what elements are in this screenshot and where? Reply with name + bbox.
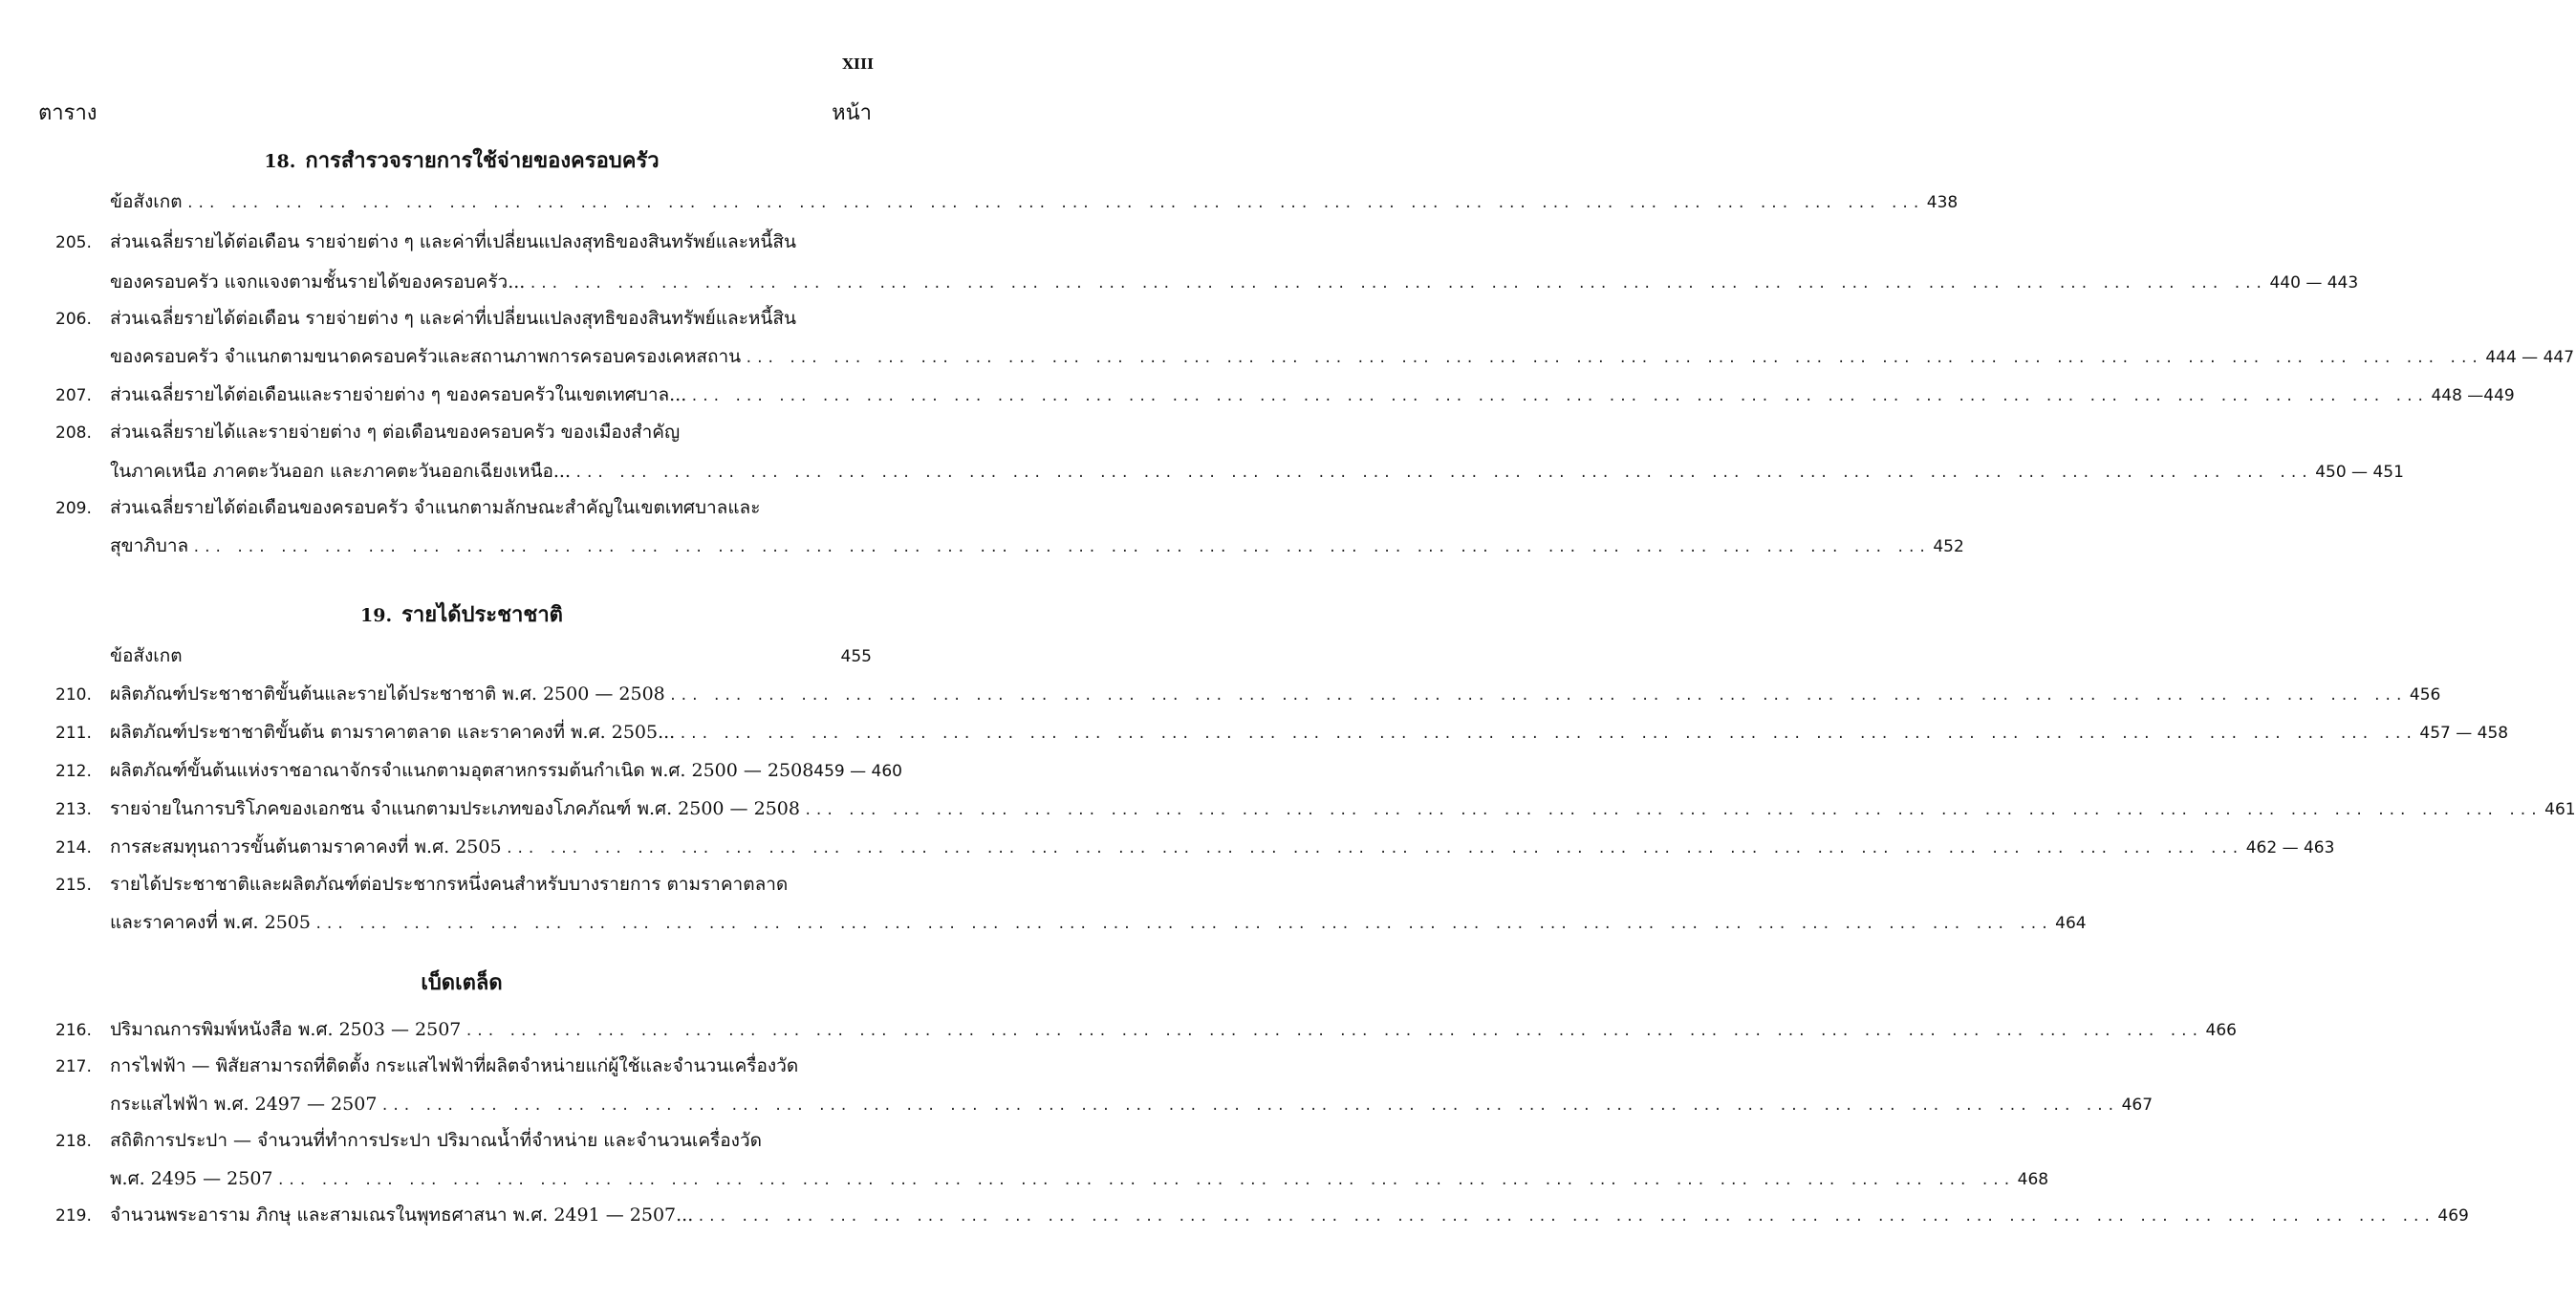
column-heading-page: หน้า <box>832 101 872 125</box>
page-reference: 459 — 460 <box>813 762 902 781</box>
table-number: 205. <box>55 233 92 252</box>
table-title: และราคาคงที่ พ.ศ. 2505 <box>110 912 311 933</box>
table-number: 215. <box>55 876 92 895</box>
section-title: เบ็ดเตล็ด <box>421 970 503 995</box>
table-title: ของครอบครัว จำแนกตามขนาดครอบครัวและสถานภาพการครอบครองเคหสถาน <box>110 346 742 367</box>
dot-leader: ... ... ... ... ... ... ... ... ... ... ... ... ... ... ... ... ... ... ... ... ... ... ... ... ... ... ... ... ... ... ... ... ... ... ... ... ... ... ... ... <box>690 389 2428 404</box>
table-title: ผลิตภัณฑ์ประชาชาติขั้นต้น ตามราคาตลาด และราคาคงที่ พ.ศ. 2505... <box>110 722 676 743</box>
toc-row <box>55 680 2441 708</box>
page-reference: 457 — 458 <box>2419 724 2509 743</box>
toc-row <box>55 1015 2237 1044</box>
page-reference: 456 <box>2409 685 2441 705</box>
table-number: 208. <box>55 423 92 443</box>
page-reference: 462 — 463 <box>2245 838 2335 857</box>
table-number: 213. <box>55 800 92 819</box>
section-title: การสำรวจรายการใช้จ่ายของครอบครัว <box>305 148 660 173</box>
toc-row <box>55 1126 872 1155</box>
section-number: 18. <box>264 151 296 172</box>
toc-row <box>55 228 872 256</box>
table-title: พ.ศ. 2495 — 2507 <box>110 1168 273 1189</box>
page-reference: 467 <box>2121 1096 2154 1115</box>
section-title: รายได้ประชาชาติ <box>401 602 563 627</box>
table-title: รายได้ประชาชาติและผลิตภัณฑ์ต่อประชากรหนึ่งคนสำหรับบางรายการ ตามราคาตลาด <box>110 874 789 895</box>
table-title: สถิติการประปา — จำนวนที่ทำการประปา ปริมาณน้ำที่จำหน่าย และจำนวนเครื่องวัด <box>110 1130 762 1151</box>
section-heading <box>0 597 923 631</box>
table-number: 212. <box>55 762 92 781</box>
toc-row <box>55 187 1959 216</box>
table-title: สุขาภิบาล <box>110 535 189 556</box>
table-number: 219. <box>55 1206 92 1226</box>
page-reference: 461 <box>2544 800 2576 819</box>
dot-leader: ... ... ... ... ... ... ... ... ... ... ... ... ... ... ... ... ... ... ... ... ... ... ... ... ... ... ... ... ... ... ... ... ... ... ... ... ... ... ... ... <box>505 841 2242 857</box>
toc-row <box>55 457 2404 486</box>
page-reference: 452 <box>1933 537 1964 556</box>
dot-leader: ... ... ... ... ... ... ... ... ... ... ... ... ... ... ... ... ... ... ... ... ... ... ... ... ... ... ... ... ... ... ... ... ... ... ... ... ... ... ... ... <box>314 917 2052 932</box>
toc-row <box>55 1090 2154 1118</box>
dot-leader: ... ... ... ... ... ... ... ... ... ... ... ... ... ... ... ... ... ... ... ... ... ... ... ... ... ... ... ... ... ... ... ... ... ... ... ... ... ... ... ... <box>574 466 2312 481</box>
toc-row <box>55 380 2515 409</box>
toc-row <box>55 794 2576 823</box>
table-number: 217. <box>55 1057 92 1076</box>
toc-row <box>55 268 2359 296</box>
toc-row <box>55 718 2509 747</box>
table-number: 218. <box>55 1132 92 1151</box>
dot-leader: ... ... ... ... ... ... ... ... ... ... ... ... ... ... ... ... ... ... ... ... ... ... ... ... ... ... ... ... ... ... ... ... ... ... ... ... ... ... ... ... <box>185 196 1923 211</box>
toc-row <box>55 418 872 446</box>
dot-leader: ... ... ... ... ... ... ... ... ... ... ... ... ... ... ... ... ... ... ... ... ... ... ... ... ... ... ... ... ... ... ... ... ... ... ... ... ... ... ... ... <box>529 276 2266 292</box>
table-title: ส่วนเฉลี่ยรายได้ต่อเดือนของครอบครัว จำแนกตามลักษณะสำคัญในเขตเทศบาลและ <box>110 497 761 518</box>
section-number: 19. <box>360 605 393 626</box>
page-reference: 455 <box>840 647 872 666</box>
toc-row <box>55 833 2335 861</box>
toc-row <box>55 342 2575 371</box>
toc-row <box>55 1052 872 1080</box>
table-title: ของครอบครัว แจกแจงตามชั้นรายได้ของครอบครัว... <box>110 271 526 293</box>
table-title: ผลิตภัณฑ์ประชาชาติขั้นต้นและรายได้ประชาชาติ พ.ศ. 2500 — 2508 <box>110 684 665 705</box>
section-heading <box>0 966 923 999</box>
dot-leader: ... ... ... ... ... ... ... ... ... ... ... ... ... ... ... ... ... ... ... ... ... ... ... ... ... ... ... ... ... ... ... ... ... ... ... ... ... ... ... ... <box>697 1209 2435 1225</box>
dot-leader: ... ... ... ... ... ... ... ... ... ... ... ... ... ... ... ... ... ... ... ... ... ... ... ... ... ... ... ... ... ... ... ... ... ... ... ... ... ... ... ... <box>803 803 2542 818</box>
toc-row <box>55 1164 2049 1193</box>
dot-leader: ... ... ... ... ... ... ... ... ... ... ... ... ... ... ... ... ... ... ... ... ... ... ... ... ... ... ... ... ... ... ... ... ... ... ... ... ... ... ... ... <box>380 1098 2118 1114</box>
table-title: ผลิตภัณฑ์ขั้นต้นแห่งราชอาณาจักรจำแนกตามอุตสาหกรรมต้นกำเนิด พ.ศ. 2500 — 2508 <box>110 760 814 781</box>
table-title: ปริมาณการพิมพ์หนังสือ พ.ศ. 2503 — 2507 <box>110 1019 462 1040</box>
table-title: การสะสมทุนถาวรขั้นต้นตามราคาคงที่ พ.ศ. 2505 <box>110 836 502 857</box>
table-number: 209. <box>55 499 92 518</box>
table-title: จำนวนพระอาราม ภิกษุ และสามเณรในพุทธศาสนา พ.ศ. 2491 — 2507... <box>110 1204 694 1226</box>
table-title: ส่วนเฉลี่ยรายได้ต่อเดือน รายจ่ายต่าง ๆ และค่าที่เปลี่ยนแปลงสุทธิของสินทรัพย์และหนี้สิน <box>110 231 797 252</box>
toc-row <box>55 493 872 522</box>
toc-row <box>55 641 872 670</box>
page-reference: 468 <box>2017 1170 2049 1189</box>
page-number-roman: XIII <box>842 55 874 73</box>
dot-leader: ... ... ... ... ... ... ... ... ... ... ... ... ... ... ... ... ... ... ... ... ... ... ... ... ... ... ... ... ... ... ... ... ... ... ... ... ... ... ... ... <box>276 1173 2014 1188</box>
table-title: กระแสไฟฟ้า พ.ศ. 2497 — 2507 <box>110 1094 378 1115</box>
toc-row <box>55 870 872 899</box>
table-title: รายจ่ายในการบริโภคของเอกชน จำแนกตามประเภทของโภคภัณฑ์ พ.ศ. 2500 — 2508 <box>110 798 800 819</box>
page-reference: 440 — 443 <box>2269 273 2359 293</box>
dot-leader: ... ... ... ... ... ... ... ... ... ... ... ... ... ... ... ... ... ... ... ... ... ... ... ... ... ... ... ... ... ... ... ... ... ... ... ... ... ... ... ... <box>465 1024 2202 1039</box>
dot-leader: ... ... ... ... ... ... ... ... ... ... ... ... ... ... ... ... ... ... ... ... ... ... ... ... ... ... ... ... ... ... ... ... ... ... ... ... ... ... ... ... <box>745 351 2482 366</box>
table-number: 214. <box>55 838 92 857</box>
page-reference: 464 <box>2055 914 2087 933</box>
table-number: 207. <box>55 386 92 405</box>
table-number: 216. <box>55 1021 92 1040</box>
page-reference: 444 — 447 <box>2485 348 2575 367</box>
dot-leader: ... ... ... ... ... ... ... ... ... ... ... ... ... ... ... ... ... ... ... ... ... ... ... ... ... ... ... ... ... ... ... ... ... ... ... ... ... ... ... ... <box>679 727 2416 742</box>
page-reference: 469 <box>2437 1206 2469 1226</box>
table-number: 210. <box>55 685 92 705</box>
page-reference: 466 <box>2205 1021 2237 1040</box>
page-reference: 438 <box>1926 193 1959 212</box>
table-title: ส่วนเฉลี่ยรายได้และรายจ่ายต่าง ๆ ต่อเดือนของครอบครัว ของเมืองสำคัญ <box>110 422 681 443</box>
toc-row <box>55 908 2087 937</box>
toc-row <box>55 1201 2469 1229</box>
table-title: ข้อสังเกต <box>110 645 183 666</box>
toc-row <box>55 532 1964 560</box>
table-title: ส่วนเฉลี่ยรายได้ต่อเดือนและรายจ่ายต่าง ๆ ของครอบครัวในเขตเทศบาล... <box>110 384 687 405</box>
page-reference: 450 — 451 <box>2315 463 2404 482</box>
column-heading-table: ตาราง <box>38 101 97 125</box>
table-number: 206. <box>55 310 92 329</box>
toc-row <box>55 756 902 785</box>
table-number: 211. <box>55 724 92 743</box>
table-title: ข้อสังเกต <box>110 191 183 212</box>
table-title: ส่วนเฉลี่ยรายได้ต่อเดือน รายจ่ายต่าง ๆ และค่าที่เปลี่ยนแปลงสุทธิของสินทรัพย์และหนี้สิน <box>110 308 797 329</box>
table-title: ในภาคเหนือ ภาคตะวันออก และภาคตะวันออกเฉียงเหนือ... <box>110 461 572 482</box>
section-heading <box>0 143 923 177</box>
dot-leader: ... ... ... ... ... ... ... ... ... ... ... ... ... ... ... ... ... ... ... ... ... ... ... ... ... ... ... ... ... ... ... ... ... ... ... ... ... ... ... ... <box>668 688 2406 704</box>
page-reference: 448 —449 <box>2431 386 2515 405</box>
toc-row <box>55 304 872 333</box>
dot-leader: ... ... ... ... ... ... ... ... ... ... ... ... ... ... ... ... ... ... ... ... ... ... ... ... ... ... ... ... ... ... ... ... ... ... ... ... ... ... ... ... <box>192 540 1930 555</box>
table-title: การไฟฟ้า — พิสัยสามารถที่ติดตั้ง กระแสไฟฟ้าที่ผลิตจำหน่ายแก่ผู้ใช้และจำนวนเครื่องวัด <box>110 1055 799 1076</box>
